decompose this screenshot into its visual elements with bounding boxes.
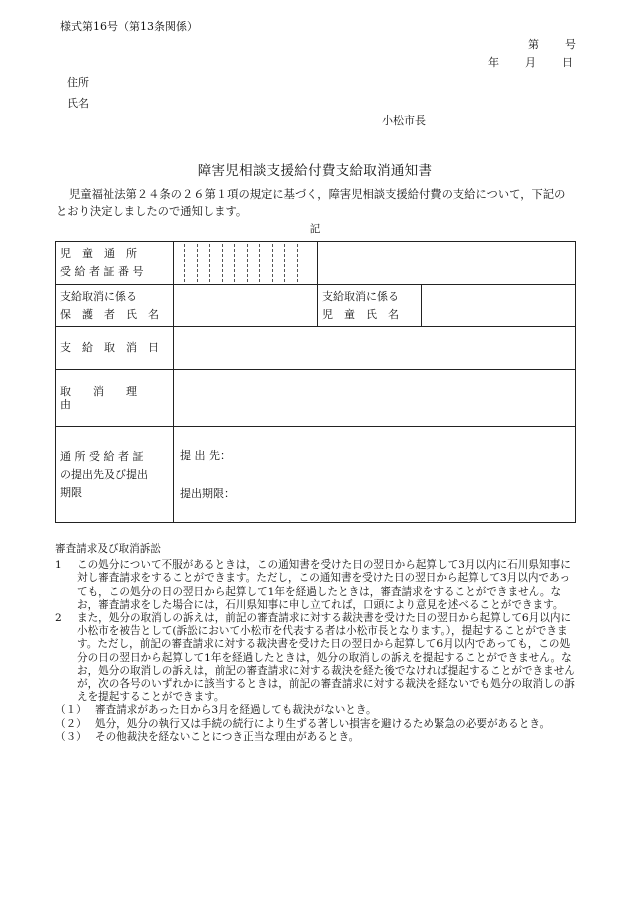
name-label: 氏名 (67, 97, 89, 110)
label-line: 支給取消に係る (60, 289, 137, 303)
label-line: 児 童 通 所 (60, 247, 137, 260)
child-name-label (318, 285, 422, 327)
subitem-number: （１） (55, 704, 87, 717)
number-suffix: 号 (565, 38, 576, 51)
guardian-name-field[interactable] (174, 285, 318, 327)
document-number (528, 38, 576, 51)
certificate-number-label (56, 242, 174, 285)
cancellation-reason-field[interactable] (174, 370, 576, 427)
guardian-name-label (56, 285, 174, 327)
certificate-number-boxes (174, 242, 318, 285)
label-line: 期限 (60, 485, 82, 499)
item-number: 2 (55, 612, 62, 625)
subitem-text: 処分，処分の執行又は手続の続行により生ずる著しい損害を避けるため緊急の必要があるとき。 (95, 717, 551, 730)
label-line: 受 給 者 証 番 号 (60, 265, 144, 278)
ki-heading: 記 (309, 223, 321, 235)
submit-to-label: 提 出 先： (180, 448, 231, 462)
document-date (488, 56, 573, 69)
label-line: 通 所 受 給 者 証 (60, 449, 144, 463)
label-line: 保 護 者 氏 名 (60, 307, 159, 321)
item-number: 1 (55, 559, 62, 572)
submission-label (56, 427, 174, 523)
intro-paragraph: 児童福祉法第２４条の２６第１項の規定に基づく，障害児相談支援給付費の支給について，下記のとおり決定しましたので通知します。 (56, 188, 566, 218)
label-line: 児 童 氏 名 (322, 307, 399, 321)
list-item (55, 731, 577, 744)
cancellation-reason-label: 取 消 理 由 (56, 370, 174, 427)
document-title: 障害児相談支援給付費支給取消通知書 (197, 163, 433, 179)
subitem-text: 審査請求があった日から3月を経過しても裁決がないとき。 (95, 704, 377, 717)
subitem-text: その他裁決を経ないことにつき正当な理由があるとき。 (95, 730, 360, 743)
submit-deadline-label: 提出期限： (180, 486, 235, 500)
table-row (56, 327, 576, 370)
notes-section (55, 543, 577, 744)
subitem-number: （３） (55, 730, 87, 743)
subitem-number: （２） (55, 717, 87, 730)
child-name-field[interactable] (422, 285, 576, 327)
submission-field[interactable] (174, 427, 576, 523)
label-line: の提出先及び提出 (60, 467, 148, 481)
issuer: 小松市長 (382, 114, 426, 127)
notes-heading: 審査請求及び取消訴訟 (55, 543, 161, 555)
day-label: 日 (562, 56, 573, 69)
cancellation-date-label: 支 給 取 消 日 (56, 327, 174, 370)
table-row (56, 370, 576, 427)
list-item (55, 718, 577, 731)
form-number: 様式第16号（第13条関係） (60, 20, 198, 33)
list-item (55, 612, 577, 704)
table-row (56, 427, 576, 523)
list-item (55, 559, 577, 612)
year-label: 年 (488, 56, 499, 69)
number-label: 第 (528, 38, 539, 51)
table-row (56, 285, 576, 327)
blank-cell (318, 242, 576, 285)
table-row (56, 242, 576, 285)
cancellation-date-field[interactable] (174, 327, 576, 370)
address-label: 住所 (67, 76, 89, 89)
info-table (55, 241, 576, 523)
list-item (55, 704, 577, 717)
item-text: また，処分の取消しの訴えは，前記の審査請求に対する裁決書を受けた日の翌日から起算して6月以内に小松市を被告として(訴訟において小松市を代表する者は小松市長となります。），提起することができます。ただし，前記の審査請求に対する裁決書を受けた日の翌日から起算して6月以内であっても，この処分の日の翌日から起算して1年を経過したときは，処分の取消しの訴えを提起することができません。なお，処分の取消しの訴えは，前記の審査請求に対する裁決を経た後でなければ提起することができませんが，次の各号のいずれかに該当するときは，前記の審査請求に対する裁決を経ないでも処分の取消しの訴えを提起することができます。 (77, 612, 575, 704)
month-label: 月 (525, 56, 536, 69)
label-line: 支給取消に係る (322, 289, 399, 303)
item-text: この処分について不服があるときは，この通知書を受けた日の翌日から起算して3月以内に石川県知事に対し審査請求をすることができます。ただし，この通知書を受けた日の翌日から起算して3月以内であっても，この処分の日の翌日から起算して1年を経過したときは，審査請求をすることができません。なお，審査請求をした場合には，石川県知事に申し立てれば，口頭により意見を述べることができます。 (77, 559, 571, 611)
